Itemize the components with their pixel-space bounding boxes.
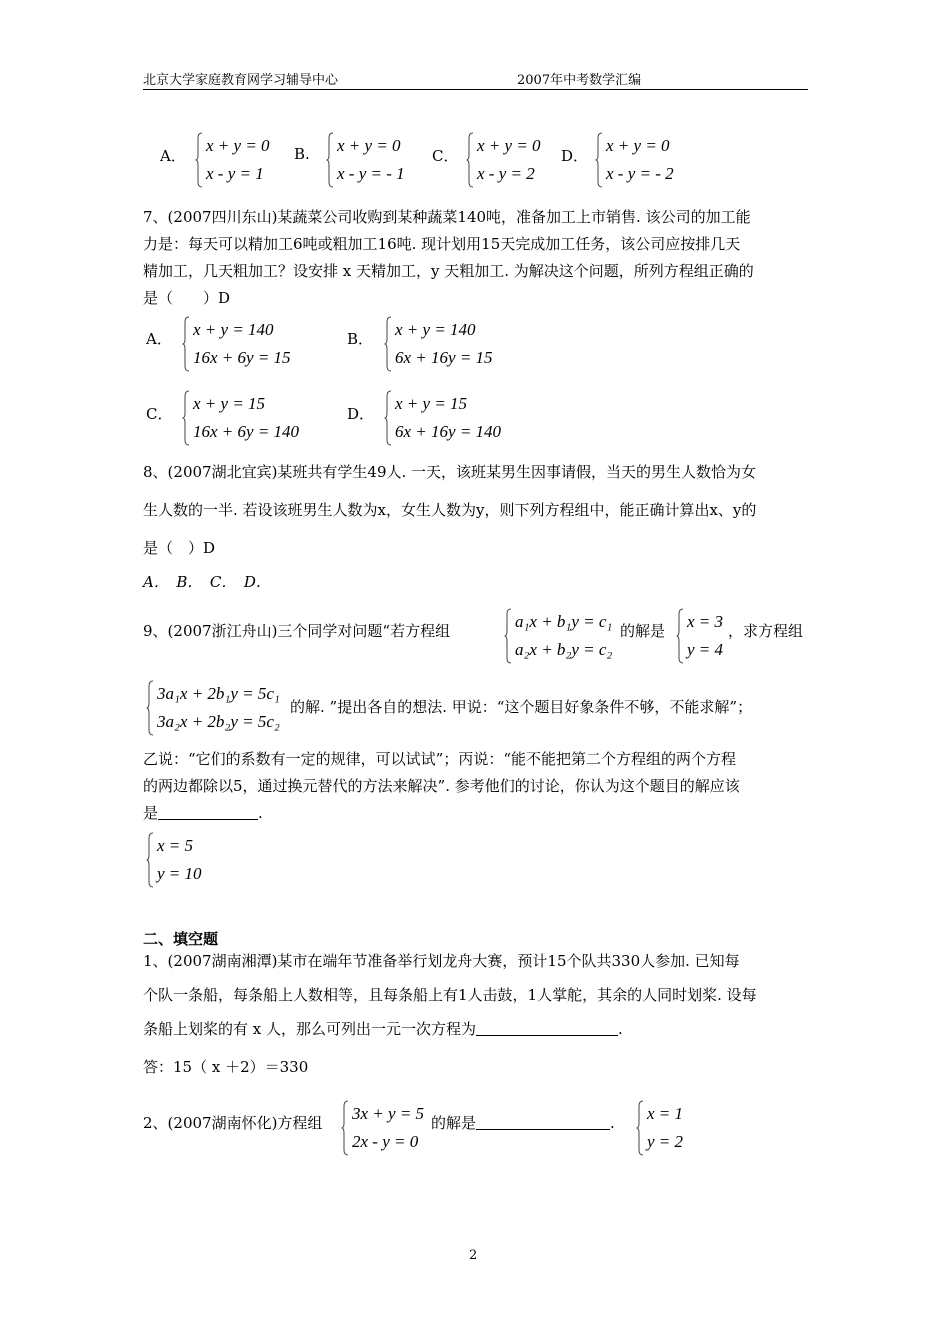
q6-option-a-label: A． [160,147,186,165]
q8-line: 是（ ）D [143,539,216,557]
equation: x - y = - 2 [606,164,674,183]
s2-q1-line: 1、(2007湖南湘潭)某市在端年节准备举行划龙舟大赛，预计15个队共330人参加. 已知每 [143,952,740,970]
q9-answer-system [146,832,202,888]
brace-icon [146,680,157,736]
equation: 6x + 16y = 140 [395,422,502,441]
equation: x - y = - 1 [337,164,405,183]
equation: x - y = 2 [477,164,535,183]
equation: 16x + 6y = 140 [193,422,300,441]
s2-q2-intro: 2、(2007湖南怀化)方程组 [143,1114,323,1132]
q9-after-system: 的解. ”提出各自的想法. 甲说：“这个题目好象条件不够，不能求解”； [290,698,753,716]
equation: 16x + 6y = 15 [193,348,291,367]
equation: x - y = 1 [206,164,264,183]
s2-q1-text [143,948,811,1081]
brace-icon [146,832,157,888]
header-right: 2007年中考数学汇编 [517,73,642,88]
q9-line: 的两边都除以5，通过换元替代的方法来解决”. 参考他们的讨论，你认为这个题目的解应该 [143,777,740,795]
q9-system-1 [504,608,612,664]
equation: 3x + y = 5 [352,1104,425,1123]
equation: 3a₂x + 2b₂y = 5c₂ [157,712,280,731]
q7-line: 是（ ）D [143,289,231,307]
s2-q2-mid-text: 的解是 [431,1114,477,1132]
equation: a₁x + b₁y = c₁ [515,612,613,631]
s2-q1-answer: 答：15（ x ＋2）＝330 [143,1058,309,1076]
brace-icon [676,608,687,664]
q9-tail: ，求方程组 [728,622,804,640]
q6-option-c-label: C． [432,147,459,165]
equation: x + y = 15 [395,394,468,413]
q7-option-a-system [182,316,291,372]
s2-q2-answer-system [636,1100,683,1156]
q9-line: 乙说：“它们的系数有一定的规律，可以试试”；丙说：“能不能把第二个方程组的两个方程 [143,750,737,768]
q7-text [143,204,811,312]
brace-icon [182,390,193,446]
equation: 2x - y = 0 [352,1132,419,1151]
equation: y = 2 [647,1132,684,1151]
equation: x + y = 140 [193,320,274,339]
q6-option-b-system [326,132,405,188]
brace-icon [504,608,515,664]
q9-text [143,746,811,827]
equation: x + y = 0 [337,136,401,155]
equation: y = 4 [687,640,724,659]
equation: 3a₁x + 2b₁y = 5c₁ [157,684,280,703]
q9-line-prefix: 是 [143,804,159,822]
s2-q1-line-prefix: 条船上划桨的有 x 人，那么可列出一元一次方程为 [143,1020,476,1038]
q6-option-b-label: B. [294,145,310,163]
brace-icon [384,316,395,372]
q6-option-c-system [466,132,541,188]
brace-icon [182,316,193,372]
equation: x + y = 0 [477,136,541,155]
brace-icon [636,1100,647,1156]
equation: x = 1 [647,1104,684,1123]
q8-text [143,458,811,595]
q7-option-d-label: D． [347,405,375,423]
q7-line: 7、(2007四川东山)某蔬菜公司收购到某种蔬菜140吨，准备加工上市销售. 该公司的加工能 [143,208,751,226]
q7-line: 精加工，几天粗加工？设安排 x 天精加工，y 天粗加工. 为解决这个问题，所列方程组正确的 [143,262,754,280]
q7-option-a-label: A． [146,330,172,348]
equation: x + y = 0 [606,136,670,155]
s2-q1-line-answer: 条船上划桨的有 x 人，那么可列出一元一次方程为 . [143,1020,623,1038]
q9-solution [676,608,723,664]
q6-option-d-system [595,132,674,188]
s2-q2-system [341,1100,424,1156]
s2-q2-mid: 的解是 . [431,1114,615,1132]
q7-option-b-system [384,316,493,372]
q8-line: 8、(2007湖北宜宾)某班共有学生49人. 一天，该班某男生因事请假，当天的男生人数恰为女 [143,463,757,481]
q9-line-answer: 是 . [143,804,263,822]
brace-icon [341,1100,352,1156]
q9-system-2 [146,680,280,736]
equation: x + y = 15 [193,394,266,413]
brace-icon [326,132,337,188]
q8-options: A． B． C． D． [143,573,271,591]
brace-icon [195,132,206,188]
q7-option-d-system [384,390,501,446]
q7-option-c-label: C． [146,405,173,423]
equation: 6x + 16y = 15 [395,348,493,367]
q7-option-b-label: B． [347,330,374,348]
page-number: 2 [469,1248,478,1263]
equation: x = 3 [687,612,724,631]
q8-line: 生人数的一半. 若设该班男生人数为x，女生人数为y，则下列方程组中，能正确计算出x、y的 [143,501,757,519]
answer-blank[interactable] [476,1113,610,1130]
brace-icon [595,132,606,188]
equation: x + y = 0 [206,136,270,155]
equation: x = 5 [157,836,194,855]
q9-mid: 的解是 [620,622,666,640]
q6-option-a-system [195,132,270,188]
brace-icon [384,390,395,446]
brace-icon [466,132,477,188]
header-rule [143,89,808,90]
header-left: 北京大学家庭教育网学习辅导中心 [143,73,339,88]
equation: a₂x + b₂y = c₂ [515,640,613,659]
s2-q1-line: 个队一条船，每条船上人数相等，且每条船上有1人击鼓，1人掌舵，其余的人同时划桨. 设每 [143,986,757,1004]
q6-option-d-label: D． [561,147,589,165]
q7-option-c-system [182,390,299,446]
q9-intro: 9、(2007浙江舟山)三个同学对问题“若方程组 [143,622,451,640]
answer-blank[interactable] [476,1019,618,1036]
answer-blank[interactable] [158,803,258,820]
section-title: 二、填空题 [143,930,219,948]
equation: x + y = 140 [395,320,476,339]
q7-line: 力是：每天可以精加工6吨或粗加工16吨. 现计划用15天完成加工任务，该公司应按排几天 [143,235,741,253]
equation: y = 10 [157,864,202,883]
